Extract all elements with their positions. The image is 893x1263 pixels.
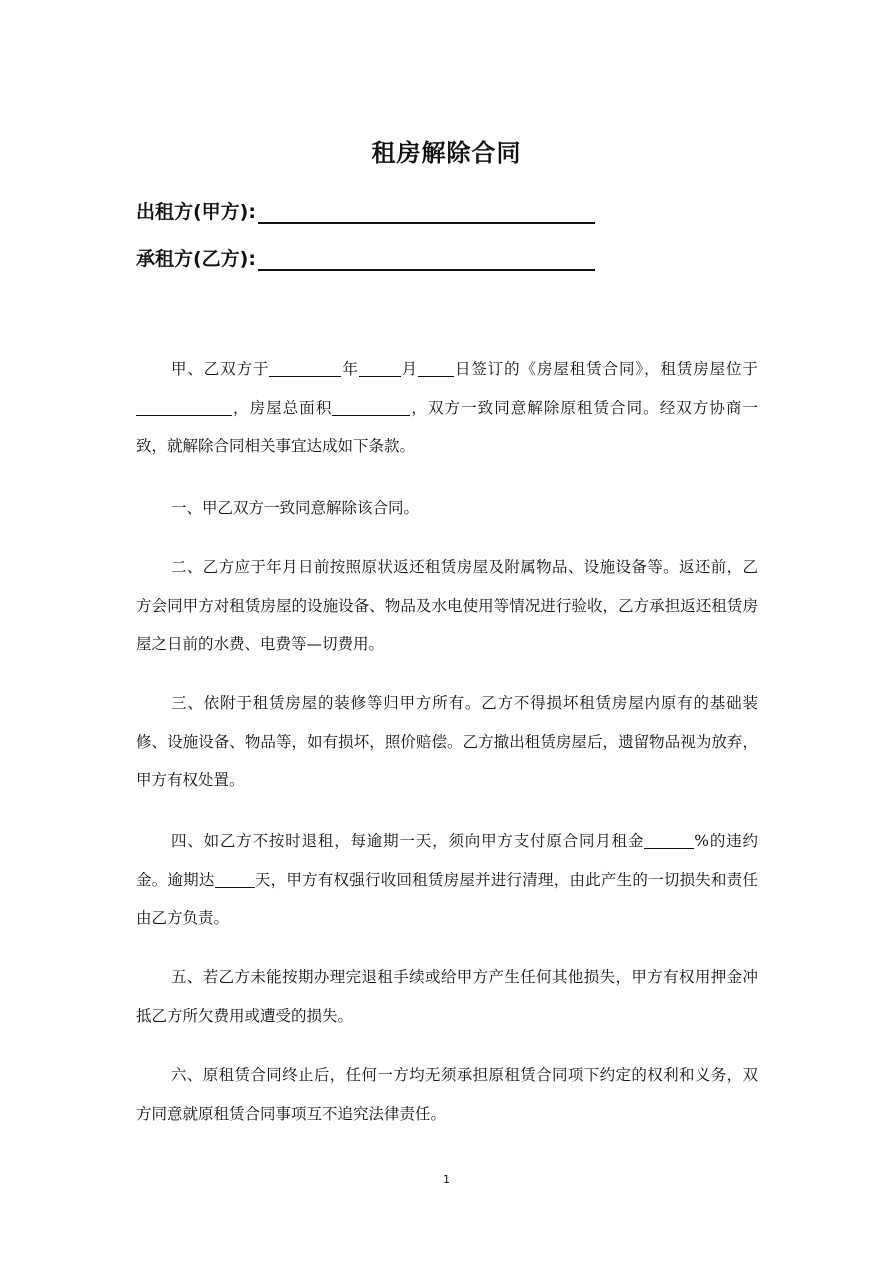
intro-text-2: 年 [341, 360, 359, 378]
party-a-label: 出租方(甲方): [136, 201, 256, 223]
year-blank [269, 358, 341, 377]
intro-text-3: 月 [400, 360, 419, 378]
party-a-blank [258, 202, 595, 224]
clause-2: 二、乙方应于年月日前按照原状返还租赁房屋及附属物品、设施设备等。返还前，乙方会同甲方对租赁房屋的设施设备、物品及水电使用等情况进行验收，乙方承担返还租赁房屋之日前的水费、电费等—切费用。 [136, 558, 758, 653]
penalty-rate-blank [644, 830, 694, 849]
clause-4-text-3: 天，甲方有权强行收回租赁房屋并进行清理，由此产生的一切损失和责任由乙方负责。 [136, 870, 758, 927]
page-number: 1 [443, 1173, 450, 1186]
intro-paragraph [136, 350, 758, 466]
party-b-line [136, 244, 595, 271]
clause-4 [136, 822, 758, 938]
month-blank [359, 358, 401, 377]
clause-3: 三、依附于租赁房屋的装修等归甲方所有。乙方不得损坏租赁房屋内原有的基础装修、设施设备、物品等，如有损坏，照价赔偿。乙方撤出租赁房屋后，遗留物品视为放弃，甲方有权处置。 [136, 694, 758, 789]
party-b-blank [258, 249, 595, 271]
clause-4-text-2: %的违约金。逾期达 [136, 832, 758, 889]
day-blank [418, 358, 454, 377]
clause-6: 六、原租赁合同终止后，任何一方均无须承担原租赁合同项下约定的权利和义务，双方同意就原租赁合同事项互不追究法律责任。 [136, 1066, 758, 1123]
location-blank [136, 397, 232, 416]
document-title: 租房解除合同 [371, 139, 522, 167]
party-a-line [136, 197, 595, 224]
clause-4-text-1: 四、如乙方不按时退租，每逾期一天，须向甲方支付原合同月租金 [171, 832, 645, 850]
intro-text-4: 日签订的《房屋租赁合同》，租赁房屋位于 [454, 360, 758, 378]
overdue-days-blank [215, 869, 255, 888]
clause-1: 一、甲乙双方一致同意解除该合同。 [171, 499, 420, 517]
party-b-label: 承租方(乙方): [136, 248, 256, 270]
intro-text-5: ，房屋总面积 [232, 398, 333, 417]
intro-text-6: ，双方一致同意解除原租赁合同。经双方协商一致，就解除合同相关事宜达成如下条款。 [136, 398, 758, 455]
area-blank [332, 397, 410, 416]
intro-text-1: 甲、乙双方于 [171, 360, 270, 378]
clause-5: 五、若乙方未能按期办理完退租手续或给甲方产生任何其他损失，甲方有权用押金冲抵乙方所欠费用或遭受的损失。 [136, 968, 758, 1025]
